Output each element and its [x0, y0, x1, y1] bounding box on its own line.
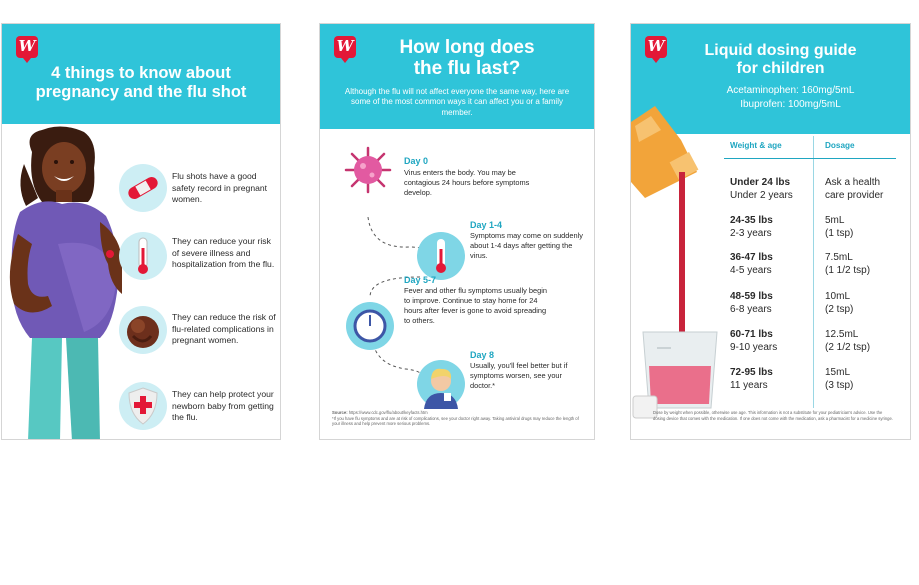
fact-text: They can reduce your risk of severe illness and hospitalization from the flu. — [172, 236, 275, 270]
dosing-footnote: Dose by weight when possible, otherwise use age. This information is not a substitute for your pediatrician's advice. Use the dosing device that comes with the medication. If one does not come with the medication, ask a pharmacist for a medicine syringe. — [653, 410, 893, 421]
dosage-header: Dosage — [825, 141, 855, 150]
card-subtitle: Although the flu will not affect everyone the same way, here are some of the most common ways it can affect you or a family member. — [344, 87, 570, 117]
walgreens-logo: W — [16, 36, 38, 58]
table-row: 36-47 lbs 4-5 years — [730, 252, 773, 276]
source-note: Source: https://www.cdc.gov/flu/about/keyfacts.htm *If you have flu symptoms and are at risk of complications, see your doctor right away. Taking antiviral drugs may reduce the length of your illness and help prevent more serious problems. — [332, 410, 579, 427]
flu-duration-card — [319, 23, 595, 440]
concentration-info: Acetaminophen: 160mg/5mL Ibuprofen: 100mg/5mL — [726, 85, 855, 110]
day-text: Virus enters the body. You may be contagious 24 hours before symptoms develop. — [404, 168, 530, 197]
person-mug-icon — [416, 359, 466, 409]
day-label: Day 0 — [404, 156, 429, 166]
table-row: 7.5mL (1 1/2 tsp) — [825, 252, 871, 276]
walgreens-logo: W — [334, 36, 356, 58]
shield-cross-icon — [119, 382, 167, 430]
table-row: Ask a health care provider — [825, 177, 884, 201]
card-title: 4 things to know about pregnancy and the flu shot — [35, 64, 247, 101]
pregnant-woman-illustration — [2, 124, 122, 440]
card-title: How long does the flu last? — [399, 37, 535, 79]
fact-text: They can help protect your newborn baby from getting the flu. — [172, 389, 274, 423]
fact-text: They can reduce the risk of flu-related complications in pregnant women. — [172, 312, 276, 346]
dosing-guide-card — [630, 23, 911, 440]
weight-header: Weight & age — [730, 141, 782, 150]
table-row: 24-35 lbs 2-3 years — [730, 215, 773, 239]
day-text: Symptoms may come on suddenly about 1-4 days after getting the virus. — [470, 231, 583, 260]
table-row: Under 24 lbs Under 2 years — [730, 177, 793, 201]
bandage-icon — [119, 164, 167, 212]
walgreens-logo: W — [645, 36, 667, 58]
card-title: Liquid dosing guide for children — [704, 42, 857, 78]
table-row: 5mL (1 tsp) — [825, 215, 854, 239]
medicine-bottle-icon — [631, 86, 723, 422]
clock-icon — [345, 301, 395, 351]
day-text: Usually, you'll feel better but if symptoms worsen, see your doctor.* — [470, 361, 568, 390]
thermometer-icon — [119, 232, 167, 280]
table-row: 15mL (3 tsp) — [825, 367, 854, 391]
table-divider — [813, 136, 814, 408]
card-header — [320, 24, 594, 129]
pregnancy-flu-shot-card — [1, 23, 281, 440]
thermometer-icon — [416, 231, 466, 281]
virus-icon — [342, 144, 394, 196]
fetus-icon — [119, 306, 167, 354]
table-row: 72-95 lbs 11 years — [730, 367, 773, 391]
day-label: Day 5-7 — [404, 275, 437, 285]
table-row: 60-71 lbs 9-10 years — [730, 329, 778, 353]
table-row: 48-59 lbs 6-8 years — [730, 291, 773, 315]
day-label: Day 8 — [470, 350, 495, 360]
table-row: 10mL (2 tsp) — [825, 291, 854, 315]
card-header — [2, 24, 280, 124]
day-label: Day 1-4 — [470, 220, 503, 230]
table-row: 12.5mL (2 1/2 tsp) — [825, 329, 871, 353]
fact-text: Flu shots have a good safety record in pregnant women. — [172, 171, 268, 205]
header-rule — [724, 158, 896, 159]
day-text: Fever and other flu symptoms usually begin to improve. Continue to stay home for 24 hours after fever is gone to avoid spreading to others. — [404, 286, 547, 325]
